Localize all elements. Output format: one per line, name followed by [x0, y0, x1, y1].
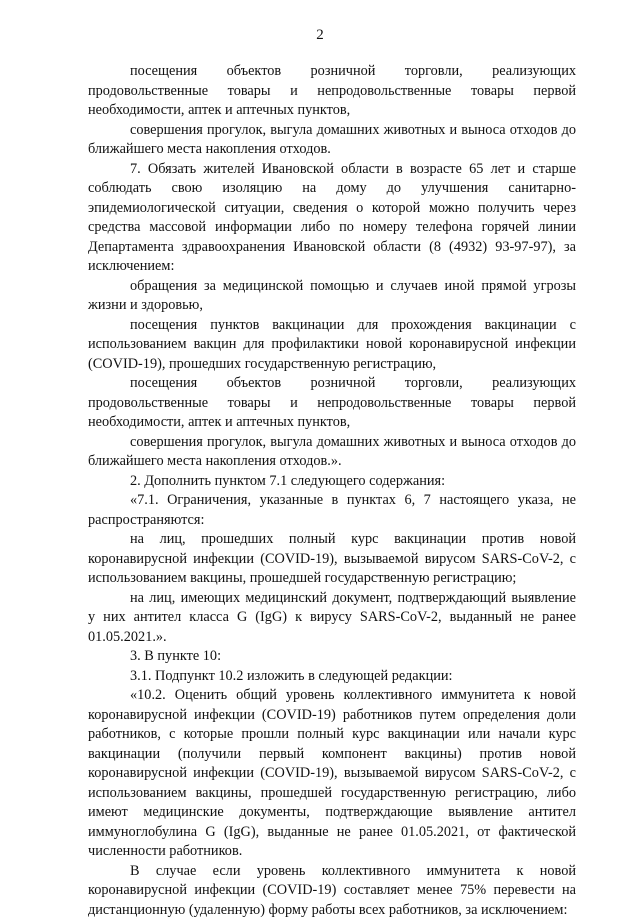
paragraph: 3.1. Подпункт 10.2 изложить в следующей редакции: [88, 667, 576, 687]
page-number: 2 [0, 26, 640, 44]
paragraph: посещения объектов розничной торговли, реализующих продовольственные товары и непродовольственные товары первой необходимости, аптек и аптечных пунктов, [88, 62, 576, 121]
paragraph: совершения прогулок, выгула домашних животных и выноса отходов до ближайшего места накопления отходов. [88, 121, 576, 160]
paragraph: В случае если уровень коллективного иммунитета к новой коронавирусной инфекции (COVID-19) составляет менее 75% перевести на дистанционную (удаленную) форму работы всех работников, за исключением: [88, 862, 576, 920]
paragraph: на лиц, имеющих медицинский документ, подтверждающий выявление у них антител класса G (IgG) к вирусу SARS-CoV-2, выданный не ранее 01.05.2021.». [88, 589, 576, 648]
paragraph: 7. Обязать жителей Ивановской области в возрасте 65 лет и старше соблюдать свою изоляцию на дому до улучшения санитарно-эпидемиологической ситуации, сведения о которой можно получить через средства массовой информации либо по номеру телефона горячей линии Департамента здравоохранения Ивановской области (8 (4932) 93-97-97), за исключением: [88, 160, 576, 277]
paragraph: 2. Дополнить пунктом 7.1 следующего содержания: [88, 472, 576, 492]
paragraph: посещения пунктов вакцинации для прохождения вакцинации с использованием вакцин для профилактики новой коронавирусной инфекции (COVID-19), прошедших государственную регистрацию, [88, 316, 576, 375]
paragraph: на лиц, прошедших полный курс вакцинации против новой коронавирусной инфекции (COVID-19), вызываемой вирусом SARS-CoV-2, с использованием вакцины, прошедшей государственную регистрацию; [88, 530, 576, 589]
paragraph: совершения прогулок, выгула домашних животных и выноса отходов до ближайшего места накопления отходов.». [88, 433, 576, 472]
paragraph: «7.1. Ограничения, указанные в пунктах 6, 7 настоящего указа, не распространяются: [88, 491, 576, 530]
document-body [88, 62, 576, 920]
paragraph: обращения за медицинской помощью и случаев иной прямой угрозы жизни и здоровью, [88, 277, 576, 316]
paragraph: 3. В пункте 10: [88, 647, 576, 667]
paragraph: посещения объектов розничной торговли, реализующих продовольственные товары и непродовольственные товары первой необходимости, аптек и аптечных пунктов, [88, 374, 576, 433]
paragraph: «10.2. Оценить общий уровень коллективного иммунитета к новой коронавирусной инфекции (COVID-19) работников путем определения доли работников, с которые прошли полный курс вакцинации или начали курс вакцинации (получили первый компонент вакцины) против новой коронавирусной инфекции (COVID-19), вызываемой вирусом SARS-CoV-2, с использованием вакцины, прошедшей государственную регистрацию, либо имеют медицинские документы, подтверждающие выявление антител иммуноглобулина G (IgG), выданные не ранее 01.05.2021, от фактической численности работников. [88, 686, 576, 862]
